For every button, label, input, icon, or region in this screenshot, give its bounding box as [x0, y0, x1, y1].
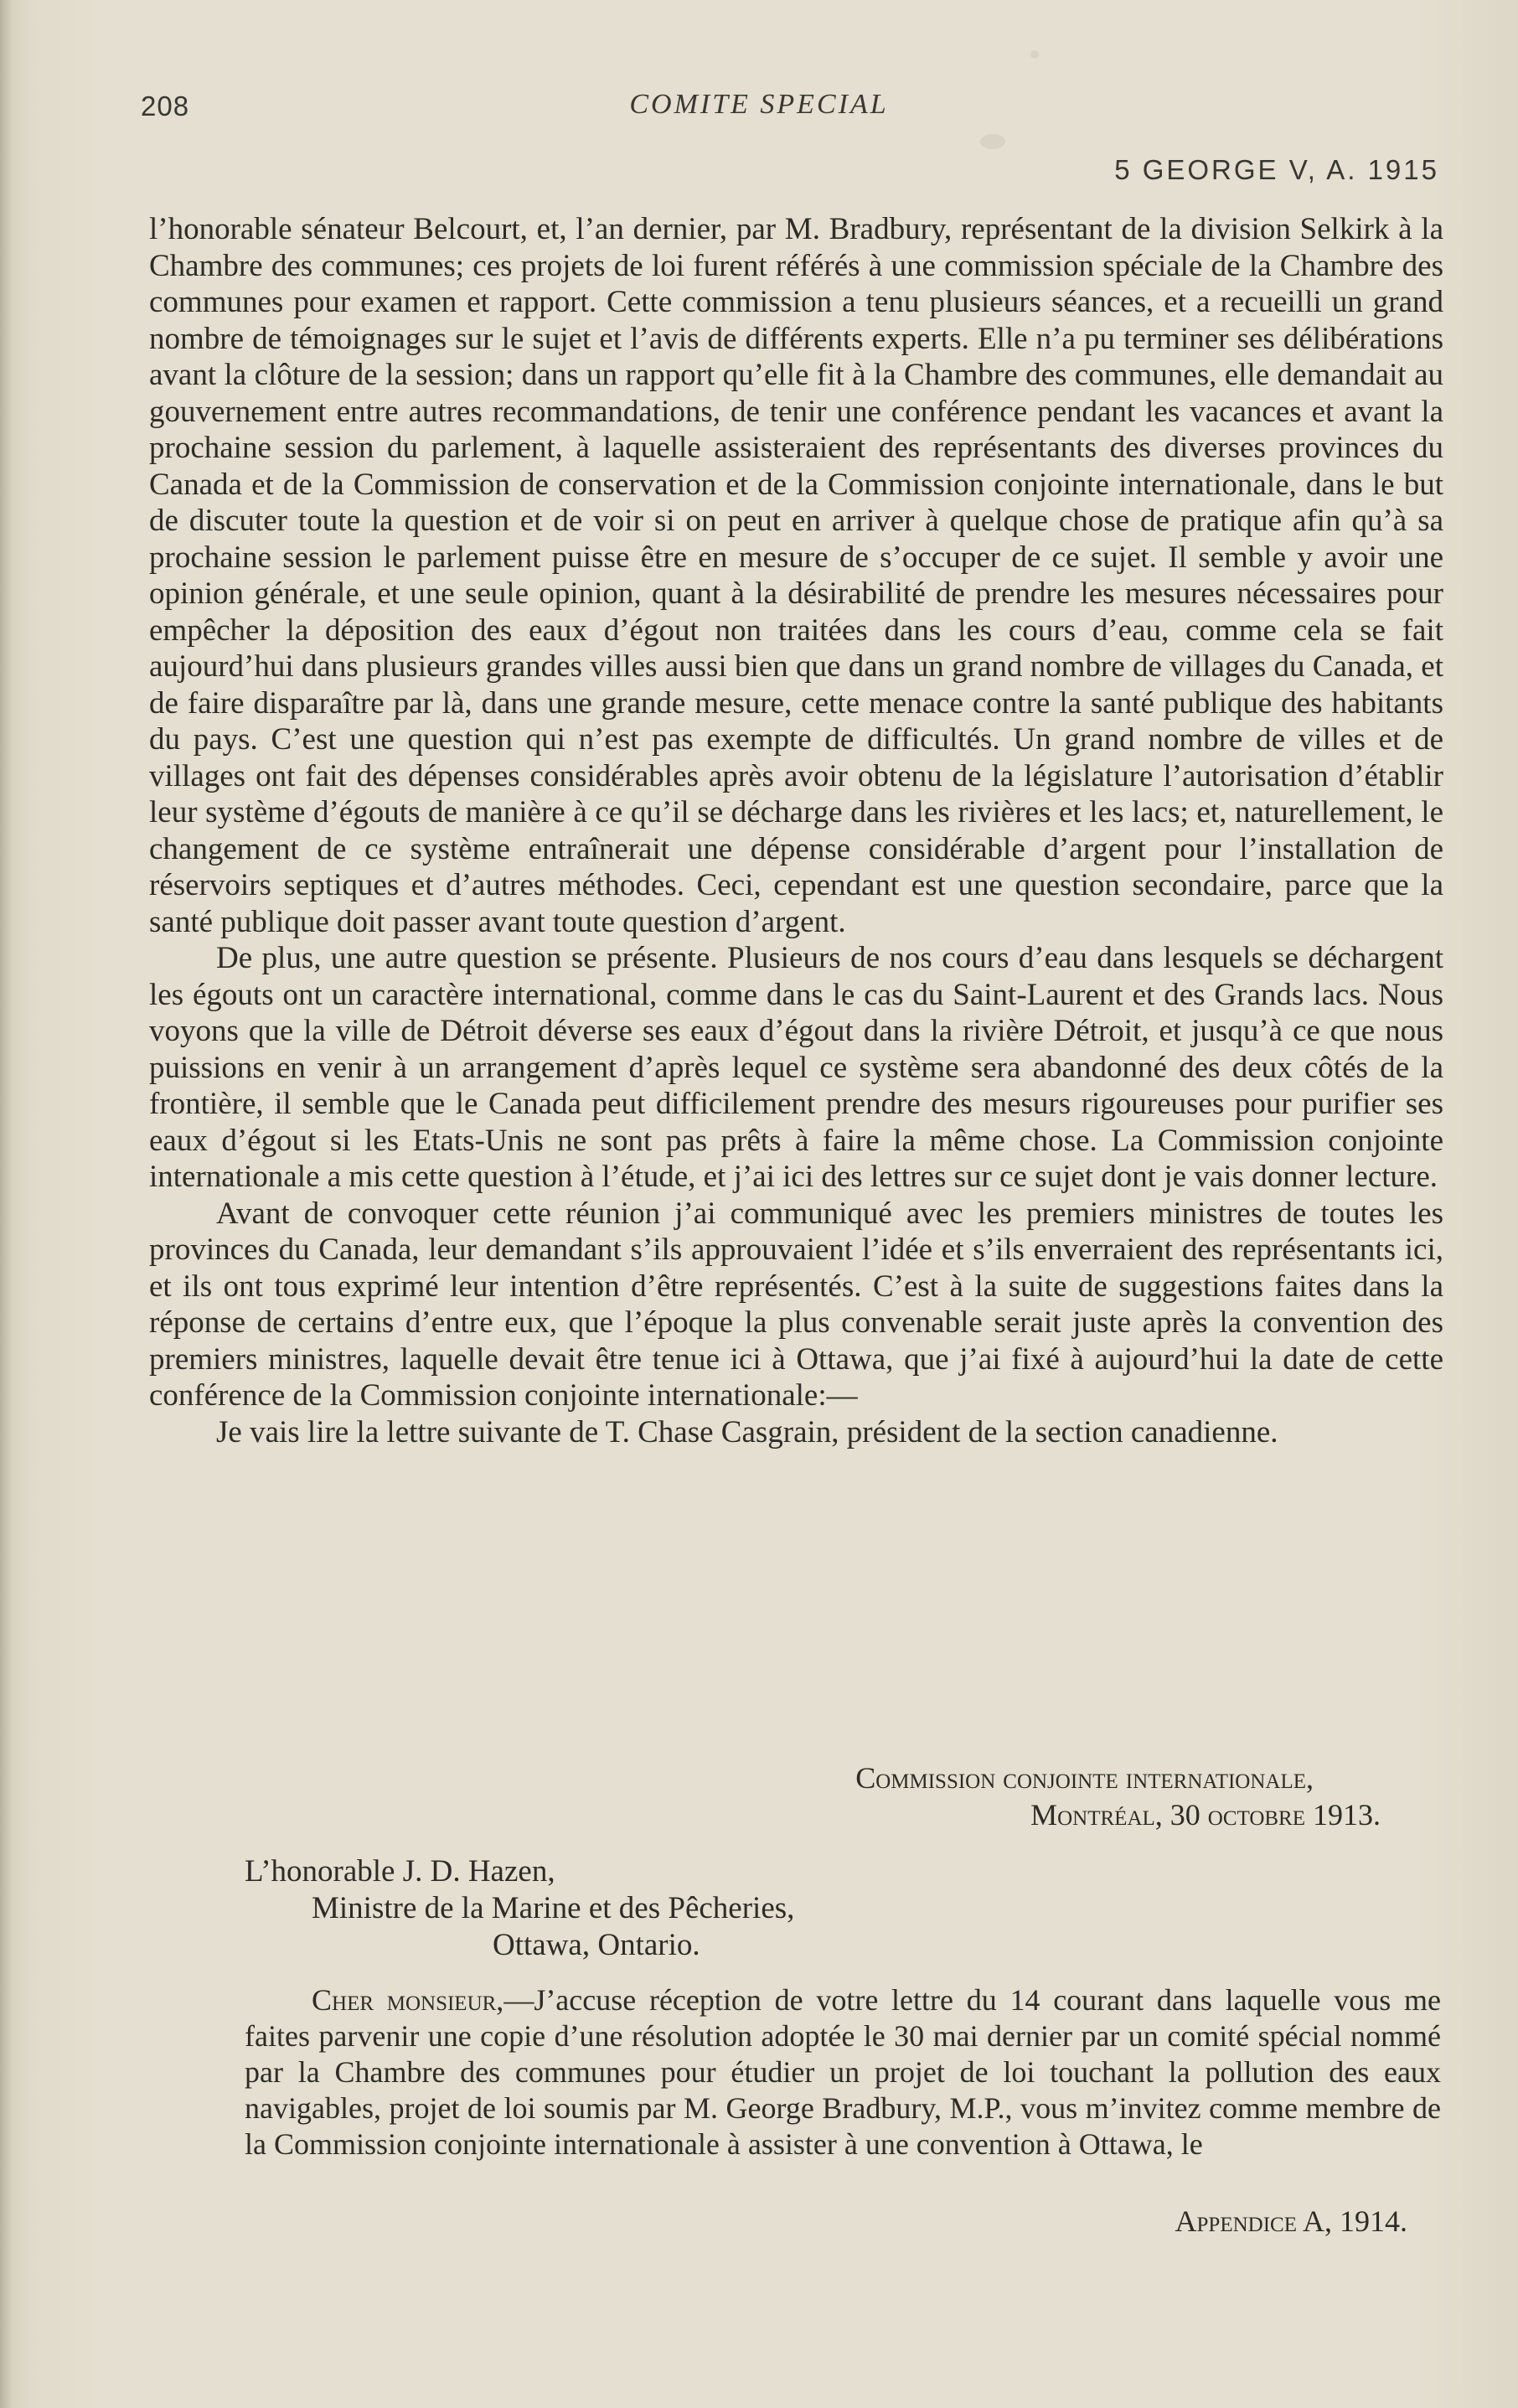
paper-speck	[980, 134, 1005, 149]
letter-place-date: Montréal, 30 octobre 1913.	[1030, 1798, 1381, 1832]
paragraph-4: Je vais lire la lettre suivante de T. Chase Casgrain, président de la section canadienne.	[216, 1414, 1278, 1449]
running-title: COMITE SPECIAL	[629, 89, 889, 120]
letter-header	[149, 1759, 1381, 1833]
body-text	[149, 211, 1443, 1450]
paper-speck	[1030, 50, 1039, 59]
page-number: 208	[141, 90, 190, 121]
addressee-city: Ottawa, Ontario.	[493, 1928, 700, 1962]
letter-body-text: —J’accuse réception de votre lettre du 14 courant dans laquelle vous me faites parvenir une copie d’une résolution adoptée le 30 mai dernier par un comité spécial nommé par la Chambre des communes pour étudier un projet de loi touchant la pollution des eaux navigables, projet de loi soumis par M. George Bradbury, M.P., vous m’invitez comme membre de la Commission conjointe internationale à assister à une convention à Ottawa, le	[245, 1983, 1441, 2161]
letter-addressee	[245, 1853, 794, 1964]
addressee-title: Ministre de la Marine et des Pêcheries,	[312, 1891, 795, 1925]
paragraph-3: Avant de convoquer cette réunion j’ai communiqué avec les premiers ministres de toutes les provinces du Canada, leur demandant s’ils approuvaient l’idée et s’ils enverraient des représentants ici, et ils ont tous exprimé leur intention d’être représentés. C’est à la suite de suggestions faites dans la réponse de certains d’entre eux, que l’époque la plus convenable serait juste après la convention des premiers ministres, laquelle devait être tenue ici à Ottawa, que j’ai fixé à aujourd’hui la date de cette conférence de la Commission conjointe internationale:—	[149, 1196, 1443, 1413]
paragraph-1: l’honorable sénateur Belcourt, et, l’an dernier, par M. Bradbury, représentant de la division Selkirk à la Chambre des communes; ces projets de loi furent référés à une commission spéciale de la Chambre des communes pour examen et rapport. Cette commission a tenu plusieurs séances, et a recueilli un grand nombre de témoignages sur le sujet et l’avis de différents experts. Elle n’a pu terminer ses délibérations avant la clôture de la session; dans un rapport qu’elle fit à la Chambre des communes, elle demandait au gouvernement entre autres recommandations, de tenir une conférence pendant les vacances et avant la prochaine session du parlement, à laquelle assisteraient des représentants des diverses provinces du Canada et de la Commission de conservation et de la Commission conjointe internationale, dans le but de discuter toute la question et de voir si on peut en arriver à quelque chose de pratique afin qu’à sa prochaine session le parlement puisse être en mesure de s’occuper de ce sujet. Il semble y avoir une opinion générale, et une seule opinion, quant à la désirabilité de prendre les mesures nécessaires pour empêcher la déposition des eaux d’égout non traitées dans les cours d’eau, comme cela se fait aujourd’hui dans plusieurs grandes villes aussi bien que dans un grand nombre de villages du Canada, et de faire disparaître par là, dans une grande mesure, cette menace contre la santé publique des habitants du pays. C’est une question qui n’est pas exempte de difficultés. Un grand nombre de villes et de villages ont fait des dépenses considérables après avoir obtenu de la législature l’autorisation d’établir leur système d’égouts de manière à ce qu’il se décharge dans les rivières et les lacs; et, naturellement, le changement de ce système entraînerait une dépense considérable d’argent pour l’installation de réservoirs septiques et d’autres méthodes. Ceci, cependant est une question secondaire, parce que la santé publique doit passer avant toute question d’argent.	[149, 212, 1443, 939]
binding-edge	[0, 0, 12, 2408]
addressee-name: L’honorable J. D. Hazen,	[245, 1854, 555, 1889]
letter-body	[245, 1982, 1441, 2163]
session-info: 5 GEORGE V, A. 1915	[1114, 154, 1439, 185]
letter-sender-org: Commission conjointe internationale,	[855, 1761, 1314, 1795]
paragraph-2: De plus, une autre question se présente. Plusieurs de nos cours d’eau dans lesquels se déchargent les égouts ont un caractère international, comme dans le cas du Saint-Laurent et des Grands lacs. Nous voyons que la ville de Détroit déverse ses eaux d’égout dans la rivière Détroit, et jusqu’à ce que nous puissions en venir à un arrangement d’après lequel ce système sera abandonné des deux côtés de la frontière, il semble que le Canada peut difficilement prendre des mesurs rigoureuses pour purifier ses eaux d’égout si les Etats-Unis ne sont pas prêts à faire la même chose. La Commission conjointe internationale a mis cette question à l’étude, et j’ai ici des lettres sur ce sujet dont je vais donner lecture.	[149, 941, 1443, 1194]
letter-salutation: Cher monsieur,	[312, 1983, 504, 2017]
appendix-reference: Appendice A, 1914.	[1175, 2204, 1407, 2238]
